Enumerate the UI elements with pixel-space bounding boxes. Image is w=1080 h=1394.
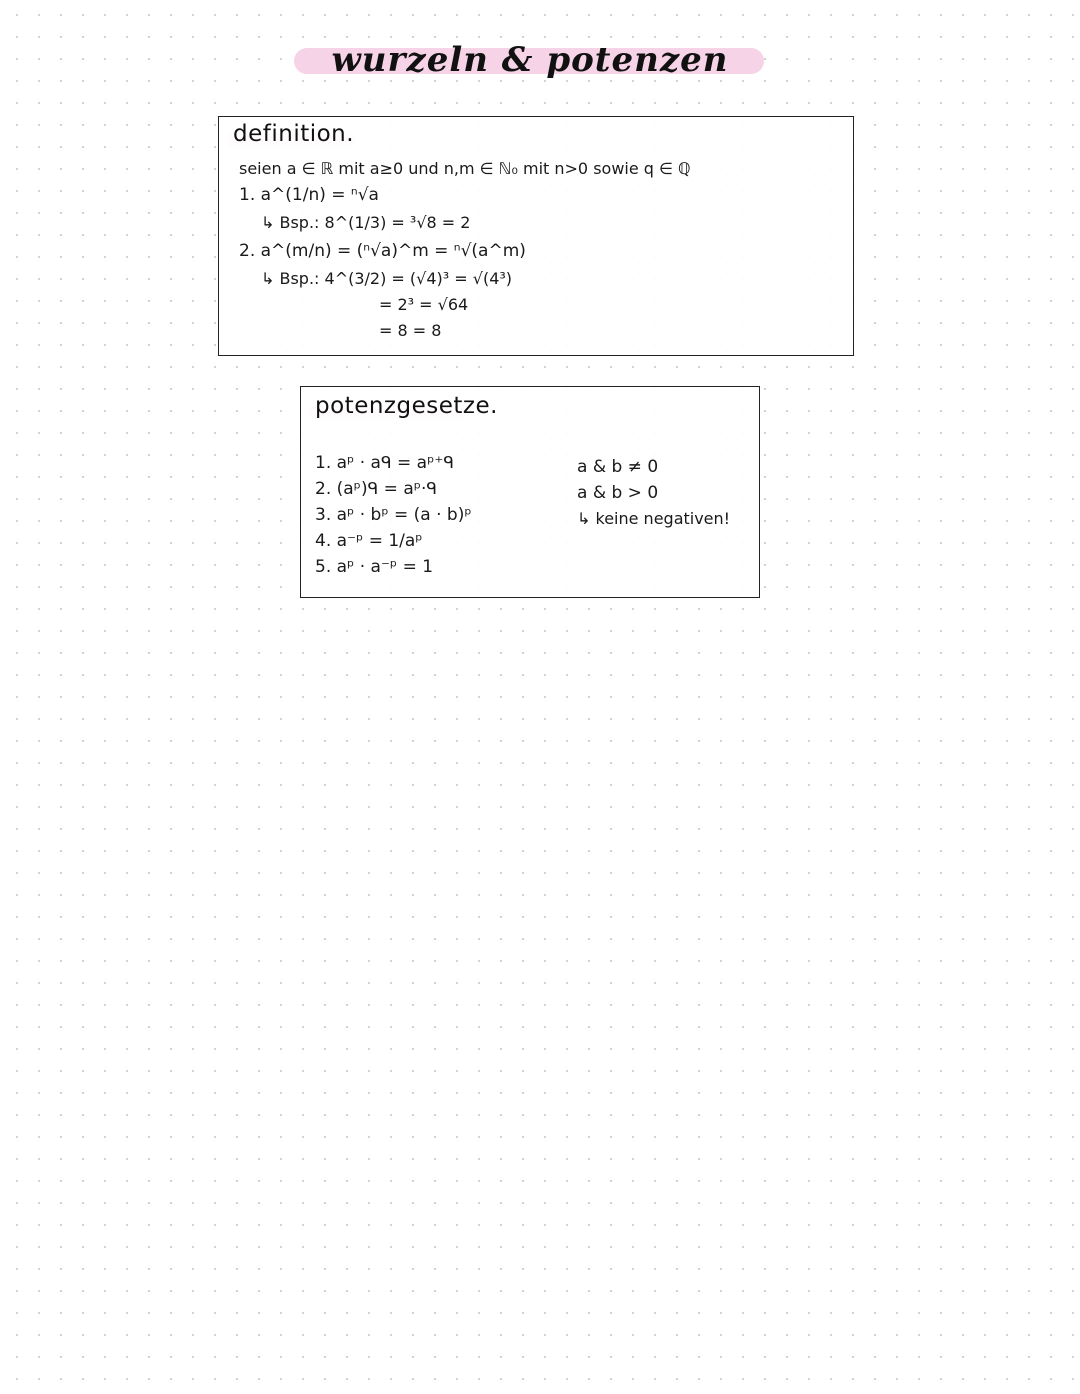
definition-example-1: ↳ Bsp.: 8^(1/3) = ³√8 = 2 xyxy=(261,213,471,232)
definition-example-2-line-3: = 8 = 8 xyxy=(379,321,442,340)
definition-rule-1: 1. a^(1/n) = ⁿ√a xyxy=(239,185,379,205)
law-item: 3. aᵖ · bᵖ = (a · b)ᵖ xyxy=(315,505,472,525)
definition-box xyxy=(218,116,854,356)
definition-heading xyxy=(233,121,354,147)
law-item: 2. (aᵖ)ᑫ = aᵖ·ᑫ xyxy=(315,479,438,499)
definition-example-2-line-2: = 2³ = √64 xyxy=(379,295,469,314)
definition-intro: seien a ∈ ℝ mit a≥0 und n,m ∈ ℕ₀ mit n>0 sowie q ∈ ℚ xyxy=(239,159,691,178)
law-condition: ↳ keine negativen! xyxy=(577,509,731,528)
potenzgesetze-box xyxy=(300,386,760,598)
laws-heading xyxy=(315,393,498,419)
law-condition: a & b > 0 xyxy=(577,483,659,503)
law-item: 1. aᵖ · aᑫ = aᵖ⁺ᑫ xyxy=(315,453,455,473)
law-item: 5. aᵖ · a⁻ᵖ = 1 xyxy=(315,557,434,577)
title-block xyxy=(290,40,770,90)
page-title: wurzeln & potenzen xyxy=(331,40,729,80)
laws-heading-text: potenzgesetze. xyxy=(315,393,498,419)
law-condition: a & b ≠ 0 xyxy=(577,457,659,477)
law-item: 4. a⁻ᵖ = 1/aᵖ xyxy=(315,531,423,551)
definition-rule-2: 2. a^(m/n) = (ⁿ√a)^m = ⁿ√(a^m) xyxy=(239,241,526,261)
definition-heading-text: definition. xyxy=(233,121,355,147)
definition-example-2-line-1: ↳ Bsp.: 4^(3/2) = (√4)³ = √(4³) xyxy=(261,269,513,288)
